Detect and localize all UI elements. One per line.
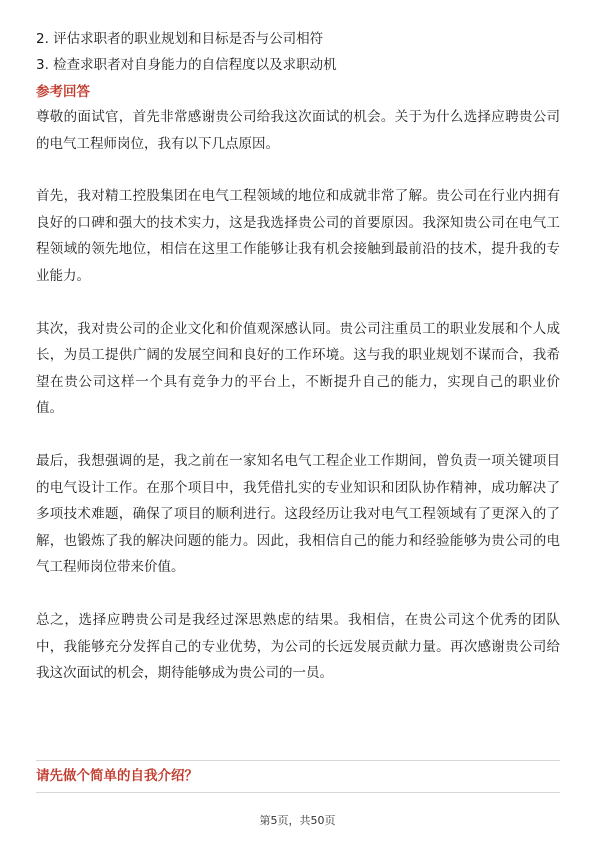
answer-paragraph-last: 最后，我想强调的是，我之前在一家知名电气工程企业工作期间，曾负责一项关键项目的电气设计工作。在那个项目中，我凭借扎实的专业知识和团队协作精神，成功解决了多项技术难题，确保了项目的顺利进行。这段经历让我对电气工程领域有了更深入的了解，也锻炼了我的解决问题的能力。因此，我相信自己的能力和经验能够为贵公司的电气工程师岗位带来价值。 (36, 452, 560, 576)
section-divider-bottom (36, 792, 560, 793)
criteria-item-2: 2. 评估求职者的职业规划和目标是否与公司相符 (36, 31, 324, 47)
criteria-item-3: 3. 检查求职者对自身能力的自信程度以及求职动机 (36, 57, 337, 73)
paragraph-spacer (36, 422, 560, 448)
answer-paragraph-first: 首先，我对精工控股集团在电气工程领域的地位和成就非常了解。贵公司在行业内拥有良好的口碑和强大的技术实力，这是我选择贵公司的首要原因。我深知贵公司在电气工程领域的领先地位，相信在这里工作能够让我有机会接触到最前沿的技术，提升我的专业能力。 (36, 188, 560, 284)
paragraph-spacer (36, 290, 560, 316)
paragraph-spacer (36, 581, 560, 607)
answer-paragraph-second: 其次，我对贵公司的企业文化和价值观深感认同。贵公司注重员工的职业发展和个人成长，为员工提供广阔的发展空间和良好的工作环境。这与我的职业规划不谋而合，我希望在贵公司这样一个具有竞争力的平台上，不断提升自己的能力，实现自己的职业价值。 (36, 320, 560, 417)
answer-heading: 参考回答 (36, 84, 90, 100)
next-question-heading: 请先做个简单的自我介绍？ (36, 768, 198, 784)
answer-paragraph-intro: 尊敬的面试官，首先非常感谢贵公司给我这次面试的机会。关于为什么选择应聘贵公司的电气工程师岗位，我有以下几点原因。 (36, 109, 560, 152)
document-body (36, 26, 560, 687)
answer-paragraph-conclusion: 总之，选择应聘贵公司是我经过深思熟虑的结果。我相信，在贵公司这个优秀的团队中，我能够充分发挥自己的专业优势，为公司的长远发展贡献力量。再次感谢贵公司给我这次面试的机会，期待能够成为贵公司的一员。 (36, 611, 560, 682)
section-divider-top (36, 760, 560, 761)
paragraph-spacer (36, 157, 560, 183)
page-footer: 第5页，共50页 (259, 814, 336, 827)
